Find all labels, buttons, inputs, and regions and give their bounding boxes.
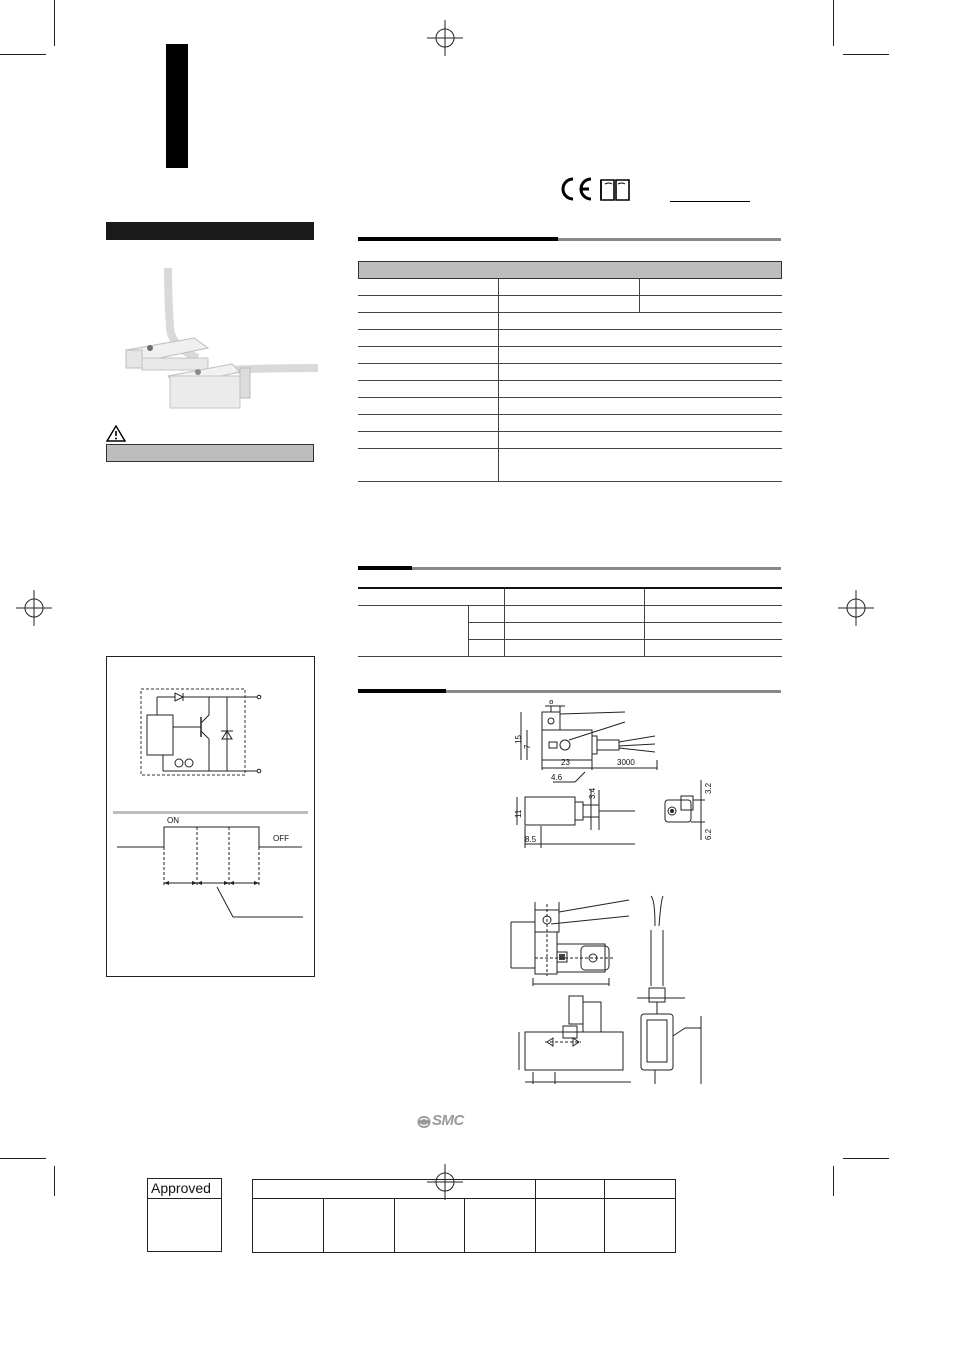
signature-cell [605,1199,676,1253]
crop-mark-icon [843,1158,889,1159]
crop-mark-icon [833,1166,834,1196]
approval-header-cell [253,1180,536,1199]
approval-signature-table [252,1179,676,1253]
crop-mark-icon [54,1166,55,1196]
table-row [253,1199,676,1253]
dim-23: 23 [561,758,570,767]
ce-mark-icon [557,175,597,203]
dim-3000: 3000 [617,758,635,767]
smc-logo-mark [417,1115,431,1129]
table-row [358,398,782,415]
table-row [358,415,782,432]
dim-7: 7 [523,744,532,749]
approval-header-cell [605,1180,676,1199]
on-label: ON [167,817,179,825]
signature-cell [465,1199,536,1253]
crop-mark-icon [54,0,55,46]
section-bar-lead-wire [358,566,781,571]
registration-target-icon [836,588,876,628]
manual-book-icon [599,176,631,202]
signature-cell [394,1199,465,1253]
table-row [358,347,782,364]
smc-logo-text: SMC [432,1112,464,1129]
internal-circuit-diagram [107,657,314,807]
specifications-table [358,261,782,482]
dimension-drawing-upper [505,700,725,850]
lead-wire-table [358,587,782,657]
dim-15: 15 [514,735,523,744]
approval-header-cell [536,1180,605,1199]
signature-cell [253,1199,324,1253]
table-row [358,432,782,449]
dim-6-2: 6.2 [704,828,713,840]
crop-mark-icon [843,54,889,55]
table-row [358,313,782,330]
table-row [358,279,782,296]
table-row [253,1180,676,1199]
dim-3-4: 3.4 [588,787,597,799]
registration-target-icon [425,18,465,58]
panel-divider [113,811,308,814]
crop-mark-icon [833,0,834,46]
spec-table-body [358,279,782,482]
crop-mark-icon [0,1158,46,1159]
warning-triangle-icon [106,425,126,442]
dim-8: 8 [549,700,554,706]
dim-11: 11 [514,809,523,818]
dim-3-2: 3.2 [704,782,713,794]
table-row [358,330,782,347]
smc-logo [417,1112,477,1132]
table-row [358,449,782,482]
section-bar-dimensions [358,689,781,694]
signature-cell [536,1199,605,1253]
product-photo [108,258,318,418]
table-row [358,296,782,313]
operating-range-diagram [107,817,314,967]
approved-box [147,1178,222,1252]
left-title-bar [106,222,314,240]
table-row [358,364,782,381]
approved-label: Approved [148,1179,221,1199]
table-row [358,381,782,398]
dimension-drawing-lower [505,890,725,1090]
spec-table-header [358,261,782,279]
model-number-underline [670,201,750,202]
warning-header-box [106,444,314,462]
table-row [358,589,782,606]
crop-mark-icon [0,54,46,55]
dim-8-5: 8.5 [525,835,537,844]
side-tab [166,44,188,168]
section-bar-specs [358,237,781,242]
registration-target-icon [14,588,54,628]
off-label: OFF [273,834,289,843]
circuit-panel [106,656,315,977]
dim-4-6: 4.6 [551,773,563,782]
signature-cell [323,1199,394,1253]
table-row [358,606,782,623]
